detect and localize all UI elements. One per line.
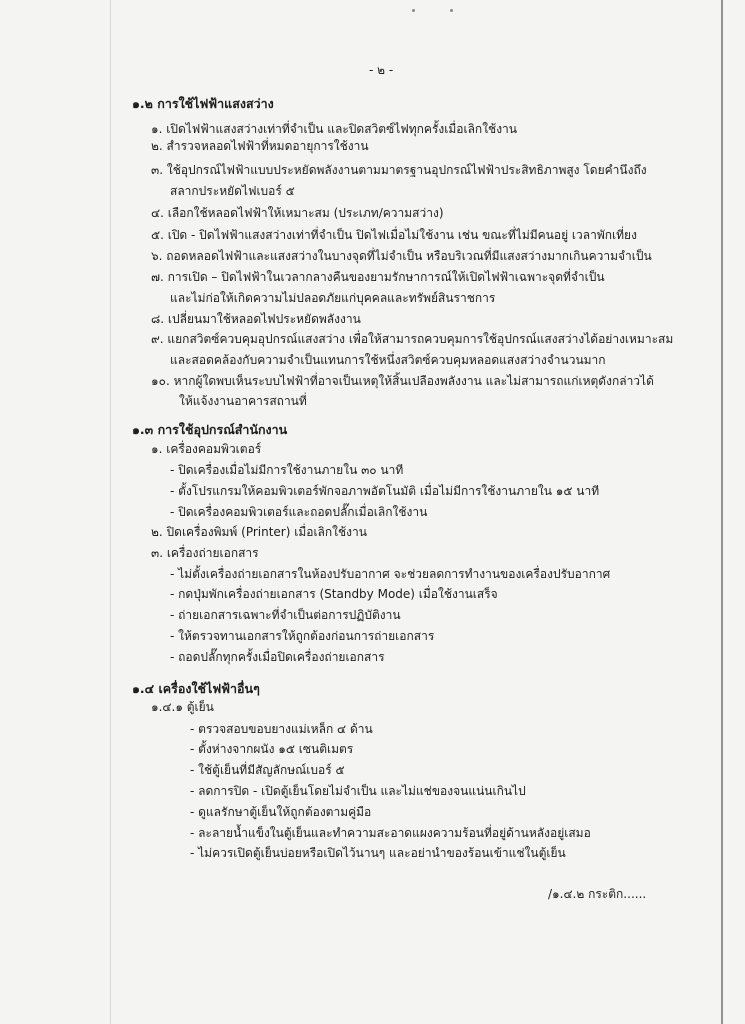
sub-item: - ไม่ตั้งเครื่องถ่ายเอกสารในห้องปรับอากาศ จะช่วยลดการทำงานของเครื่องปรับอากาศ xyxy=(170,567,611,581)
sub-item: - ถอดปลั๊กทุกครั้งเมื่อปิดเครื่องถ่ายเอกสาร xyxy=(170,650,385,664)
section-heading-1-4: ๑.๔ เครื่องใช้ไฟฟ้าอื่นๆ xyxy=(132,681,260,696)
list-item-continuation: และสอดคล้องกับความจำเป็นแทนการใช้หนึ่งสวิตซ์ควบคุมหลอดแสงสว่างจำนวนมาก xyxy=(170,353,606,367)
margin-rule xyxy=(110,0,111,1024)
sub-item: - ไม่ควรเปิดตู้เย็นบ่อยหรือเปิดไว้นานๆ และอย่านำของร้อนเข้าแช่ในตู้เย็น xyxy=(190,846,566,860)
sub-item: - ถ่ายเอกสารเฉพาะที่จำเป็นต่อการปฏิบัติงาน xyxy=(170,608,401,622)
list-item-continuation: สลากประหยัดไฟเบอร์ ๕ xyxy=(170,184,295,198)
sub-item: - ใช้ตู้เย็นที่มีสัญลักษณ์เบอร์ ๕ xyxy=(190,763,345,777)
sub-item: - ให้ตรวจทานเอกสารให้ถูกต้องก่อนการถ่ายเอกสาร xyxy=(170,629,435,643)
continuation-marker: /๑.๔.๒ กระติก...... xyxy=(548,887,647,901)
list-item: ๗. การเปิด – ปิดไฟฟ้าในเวลากลางคืนของยามรักษาการณ์ให้เปิดไฟฟ้าเฉพาะจุดที่จำเป็น xyxy=(151,270,605,284)
sub-item: - ตั้งห่างจากผนัง ๑๕ เซนติเมตร xyxy=(190,742,354,756)
list-item-continuation: ให้แจ้งงานอาคารสถานที่ xyxy=(179,394,307,408)
list-item: ๓. ใช้อุปกรณ์ไฟฟ้าแบบประหยัดพลังงานตามมาตรฐานอุปกรณ์ไฟฟ้าประสิทธิภาพสูง โดยคำนึงถึง xyxy=(151,163,647,177)
list-item: ๒. ปิดเครื่องพิมพ์ (Printer) เมื่อเลิกใช้งาน xyxy=(151,525,367,539)
list-item: ๕. เปิด - ปิดไฟฟ้าแสงสว่างเท่าที่จำเป็น ปิดไฟเมื่อไม่ใช้งาน เช่น ขณะที่ไม่มีคนอยู่ เวลาพักเที่ยง xyxy=(151,228,637,242)
list-item: ๓. เครื่องถ่ายเอกสาร xyxy=(151,546,259,560)
sub-item: - กดปุ่มพักเครื่องถ่ายเอกสาร (Standby Mode) เมื่อใช้งานเสร็จ xyxy=(170,587,498,601)
page-number: - ๒ - xyxy=(369,63,394,77)
list-item: ๙. แยกสวิตซ์ควบคุมอุปกรณ์แสงสว่าง เพื่อให้สามารถควบคุมการใช้อุปกรณ์แสงสว่างได้อย่างเหมาะสม xyxy=(151,332,674,346)
list-item: ๘. เปลี่ยนมาใช้หลอดไฟประหยัดพลังงาน xyxy=(151,312,361,326)
sub-item: - ปิดเครื่องเมื่อไม่มีการใช้งานภายใน ๓๐ นาที xyxy=(170,463,404,477)
sub-item: - ตั้งโปรแกรมให้คอมพิวเตอร์พักจอภาพอัตโนมัติ เมื่อไม่มีการใช้งานภายใน ๑๕ นาที xyxy=(170,484,600,498)
section-heading-1-2: ๑.๒ การใช้ไฟฟ้าแสงสว่าง xyxy=(132,96,274,111)
sub-item: - ตรวจสอบขอบยางแม่เหล็ก ๔ ด้าน xyxy=(190,722,373,736)
scan-speck xyxy=(450,9,453,12)
sub-item: - ลดการปิด - เปิดตู้เย็นโดยไม่จำเป็น และไม่แช่ของจนแน่นเกินไป xyxy=(190,784,526,798)
list-item-continuation: และไม่ก่อให้เกิดความไม่ปลอดภัยแก่บุคคลและทรัพย์สินราชการ xyxy=(170,291,496,305)
list-item: ๖. ถอดหลอดไฟฟ้าและแสงสว่างในบางจุดที่ไม่จำเป็น หรือบริเวณที่มีแสงสว่างมากเกินความจำเป็น xyxy=(151,249,652,263)
list-item: ๒. สำรวจหลอดไฟฟ้าที่หมดอายุการใช้งาน xyxy=(151,139,369,153)
sub-item: - ดูแลรักษาตู้เย็นให้ถูกต้องตามคู่มือ xyxy=(190,805,372,819)
scan-edge xyxy=(721,0,723,1024)
sub-item: - ปิดเครื่องคอมพิวเตอร์และถอดปลั๊กเมื่อเลิกใช้งาน xyxy=(170,505,428,519)
scan-speck xyxy=(412,9,415,12)
list-item: ๑. เปิดไฟฟ้าแสงสว่างเท่าที่จำเป็น และปิดสวิตซ์ไฟทุกครั้งเมื่อเลิกใช้งาน xyxy=(151,122,517,136)
list-item: ๑. เครื่องคอมพิวเตอร์ xyxy=(151,442,262,456)
sub-item: - ละลายน้ำแข็งในตู้เย็นและทำความสะอาดแผงความร้อนที่อยู่ด้านหลังอยู่เสมอ xyxy=(190,826,591,840)
section-heading-1-3: ๑.๓ การใช้อุปกรณ์สำนักงาน xyxy=(132,422,288,437)
list-item: ๑๐. หากผู้ใดพบเห็นระบบไฟฟ้าที่อาจเป็นเหตุให้สิ้นเปลืองพลังงาน และไม่สามารถแก่เหตุดังกล่าวได้ xyxy=(151,374,654,388)
list-item: ๔. เลือกใช้หลอดไฟฟ้าให้เหมาะสม (ประเภท/ความสว่าง) xyxy=(151,206,444,220)
list-item: ๑.๔.๑ ตู้เย็น xyxy=(151,700,214,714)
